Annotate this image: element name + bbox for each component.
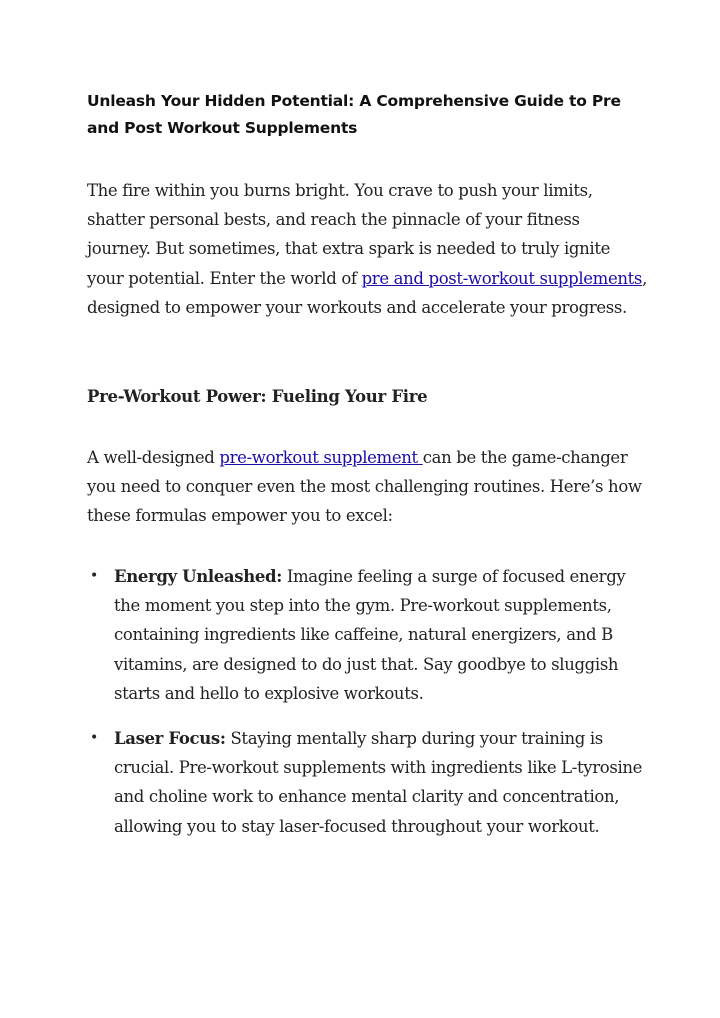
- intro-text-before: The fire within you burns bright. You crave to push your limits, shatter personal bests, and reach the pinnacle of your fitness journey. But sometimes, that extra spark is needed to truly ignite your potential. Enter the world of: [87, 181, 611, 288]
- bullet-text: Staying mentally sharp during your training is crucial. Pre-workout supplements with ingredients like L-tyrosine and choline work to enhance mental clarity and concentration, allowing you to stay laser-focused throughout your workout.: [114, 729, 643, 836]
- section-text-before: A well-designed: [87, 448, 220, 467]
- section-heading: Pre-Workout Power: Fueling Your Fire: [87, 387, 428, 406]
- list-item: [87, 724, 647, 841]
- section-paragraph: [87, 443, 647, 531]
- pre-workout-supplement-link[interactable]: pre-workout supplement: [219, 448, 423, 467]
- intro-text-after: , designed to empower your workouts and accelerate your progress.: [87, 268, 647, 317]
- bullet-marker: •: [90, 568, 98, 584]
- pre-post-workout-supplements-link[interactable]: pre and post-workout supplements: [361, 268, 643, 288]
- bullet-marker: •: [90, 730, 98, 747]
- bullet-text: Imagine feeling a surge of focused energy the moment you step into the gym. Pre-workout supplements, containing ingredients like caffeine, natural energizers, and B vitamins, are designed to do just that. Say goodbye to sluggish starts and hello to explosive workouts.: [114, 567, 626, 703]
- list-item: [87, 562, 647, 708]
- document-title: Unleash Your Hidden Potential: A Comprehensive Guide to Pre and Post Workout Supplements: [87, 92, 621, 137]
- bullet-heading: Energy Unleashed:: [114, 567, 282, 586]
- intro-paragraph: [87, 176, 647, 322]
- bullet-heading: Laser Focus:: [114, 729, 226, 749]
- benefits-list: [87, 562, 647, 857]
- section-text-after: can be the game-changer you need to conquer even the most challenging routines. Here’s how these formulas empower you to excel:: [87, 448, 642, 526]
